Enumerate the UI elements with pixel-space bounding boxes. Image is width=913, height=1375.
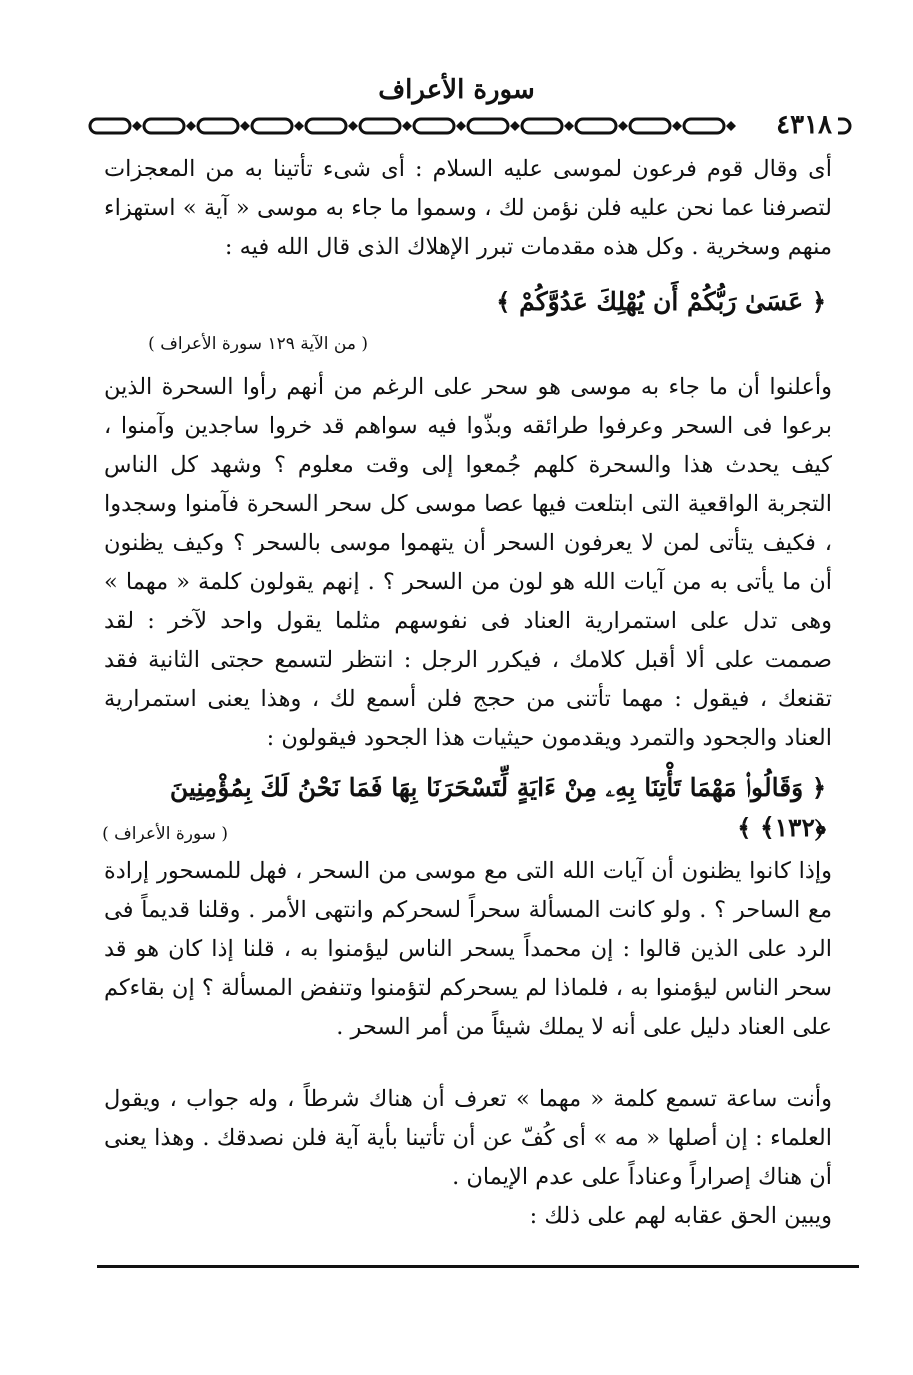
- page-number: ٤٣١٨: [770, 110, 838, 140]
- chain-link: [684, 119, 724, 133]
- quran-verse-1: [104, 282, 826, 322]
- paragraph-3: وإذا كانوا يظنون أن آيات الله التى مع موسى من السحر ، فهل للمسحور إرادة مع الساحر ؟ . ولو كانت المسألة سحراً لسحركم وانتهى الأمر . وقلنا قديماً فى الرد على الذين قالوا : إن محمداً يسحر الناس ليؤمنوا به ، قلنا إذا كان هو قد سحر الناس ليؤمنوا به ، فلماذا لم يسحركم لتؤمنوا وتنفض المسألة ؟ إن بقاءكم على العناد دليل على أنه لا يملك شيئاً من أمر السحر .: [104, 858, 832, 1040]
- verse-2-reference: ( سورة الأعراف ): [102, 824, 228, 844]
- verse-open-bracket: ﴿: [811, 773, 826, 802]
- paragraph-5: ويبين الحق عقابه لهم على ذلك :: [529, 1203, 832, 1229]
- chain-link: [414, 119, 454, 133]
- paragraph-2: وأعلنوا أن ما جاء به موسى هو سحر على الرغم من أنهم رأوا السحرة الذين برعوا فى السحر وعرفوا طرائقه وبذّوا فيه سواهم قد خروا ساجدين وآمنوا ، كيف يحدث هذا والسحرة كلهم جُمعوا إلى وقت معلوم ؟ وشهد كل الناس التجربة الواقعية التى ابتلعت فيها عصا موسى كل سحر السحرة فآمنوا وسجدوا ، فكيف يتأتى لمن لا يعرفون السحر أن يتهموا موسى بالسحر ؟ وكيف يظنون أن ما يأتى به من آيات الله هو لون من السحر ؟ . إنهم يقولون كلمة « مهما » وهى تدل على استمرارية العناد فى نفوسهم مثلما يقول واحد لآخر : لقد صممت على ألا أقبل كلامك ، فيكرر الرجل : انتظر لتسمع حجتى الثانية فقد تقنعك ، فيقول : مهما تأتنى من حجج فلن أسمع لك ، وهذا يعنى استمرارية العناد والجحود والتمرد ويقدمون حيثيات هذا الجحود فيقولون :: [104, 374, 832, 751]
- surah-title: سورة الأعراف: [378, 75, 535, 105]
- verse-1-reference: ( من الآية ١٢٩ سورة الأعراف ): [148, 334, 368, 354]
- bottom-rule: [97, 1265, 859, 1268]
- chain-diamond: [402, 121, 412, 131]
- chain-link: [306, 119, 346, 133]
- chain-link: [468, 119, 508, 133]
- chain-link: [198, 119, 238, 133]
- decorative-border: [86, 112, 856, 142]
- chain-link: [522, 119, 562, 133]
- chain-diamond: [564, 121, 574, 131]
- chain-diamond: [672, 121, 682, 131]
- verse-open-bracket: ﴿: [811, 287, 826, 316]
- paragraph-4: وأنت ساعة تسمع كلمة « مهما » تعرف أن هناك شرطاً ، وله جواب ، ويقول العلماء : إن أصلها « مه » أى كُفّ عن أن تأتينا بأية آية فلن نصدقك . وهذا يعنى أن هناك إصراراً وعناداً على عدم الإيمان .: [104, 1086, 832, 1190]
- chain-link: [360, 119, 400, 133]
- chain-diamond: [294, 121, 304, 131]
- verse-2-text: وَقَالُوا۟ مَهْمَا تَأْتِنَا بِهِۦ مِنْ ءَايَةٍ لِّتَسْحَرَنَا بِهَا فَمَا نَحْنُ لَكَ بِمُؤْمِنِينَ ﴿١٣٢﴾: [169, 773, 826, 842]
- chain-link: [630, 119, 670, 133]
- verse-close-bracket: ﴾: [496, 287, 511, 316]
- chain-border-ornament: [86, 112, 856, 142]
- chain-link: [90, 119, 130, 133]
- chain-diamond: [132, 121, 142, 131]
- chain-diamond: [510, 121, 520, 131]
- chain-diamond: [618, 121, 628, 131]
- verse-close-bracket: ﴾: [737, 813, 752, 842]
- chain-diamond: [186, 121, 196, 131]
- chain-diamond: [348, 121, 358, 131]
- verse-1-text: عَسَىٰ رَبُّكُمْ أَن يُهْلِكَ عَدُوَّكُمْ: [519, 287, 804, 316]
- chain-link: [144, 119, 184, 133]
- paragraph-1: أى وقال قوم فرعون لموسى عليه السلام : أى شىء تأتينا به من المعجزات لتصرفنا عما نحن عليه فلن نؤمن لك ، وسموا ما جاء به موسى « آية » استهزاء منهم وسخرية . وكل هذه مقدمات تبرر الإهلاك الذى قال الله فيه :: [104, 156, 832, 260]
- chain-link: [576, 119, 616, 133]
- chain-diamond: [456, 121, 466, 131]
- chain-diamond: [240, 121, 250, 131]
- chain-link: [252, 119, 292, 133]
- chain-diamond: [726, 121, 736, 131]
